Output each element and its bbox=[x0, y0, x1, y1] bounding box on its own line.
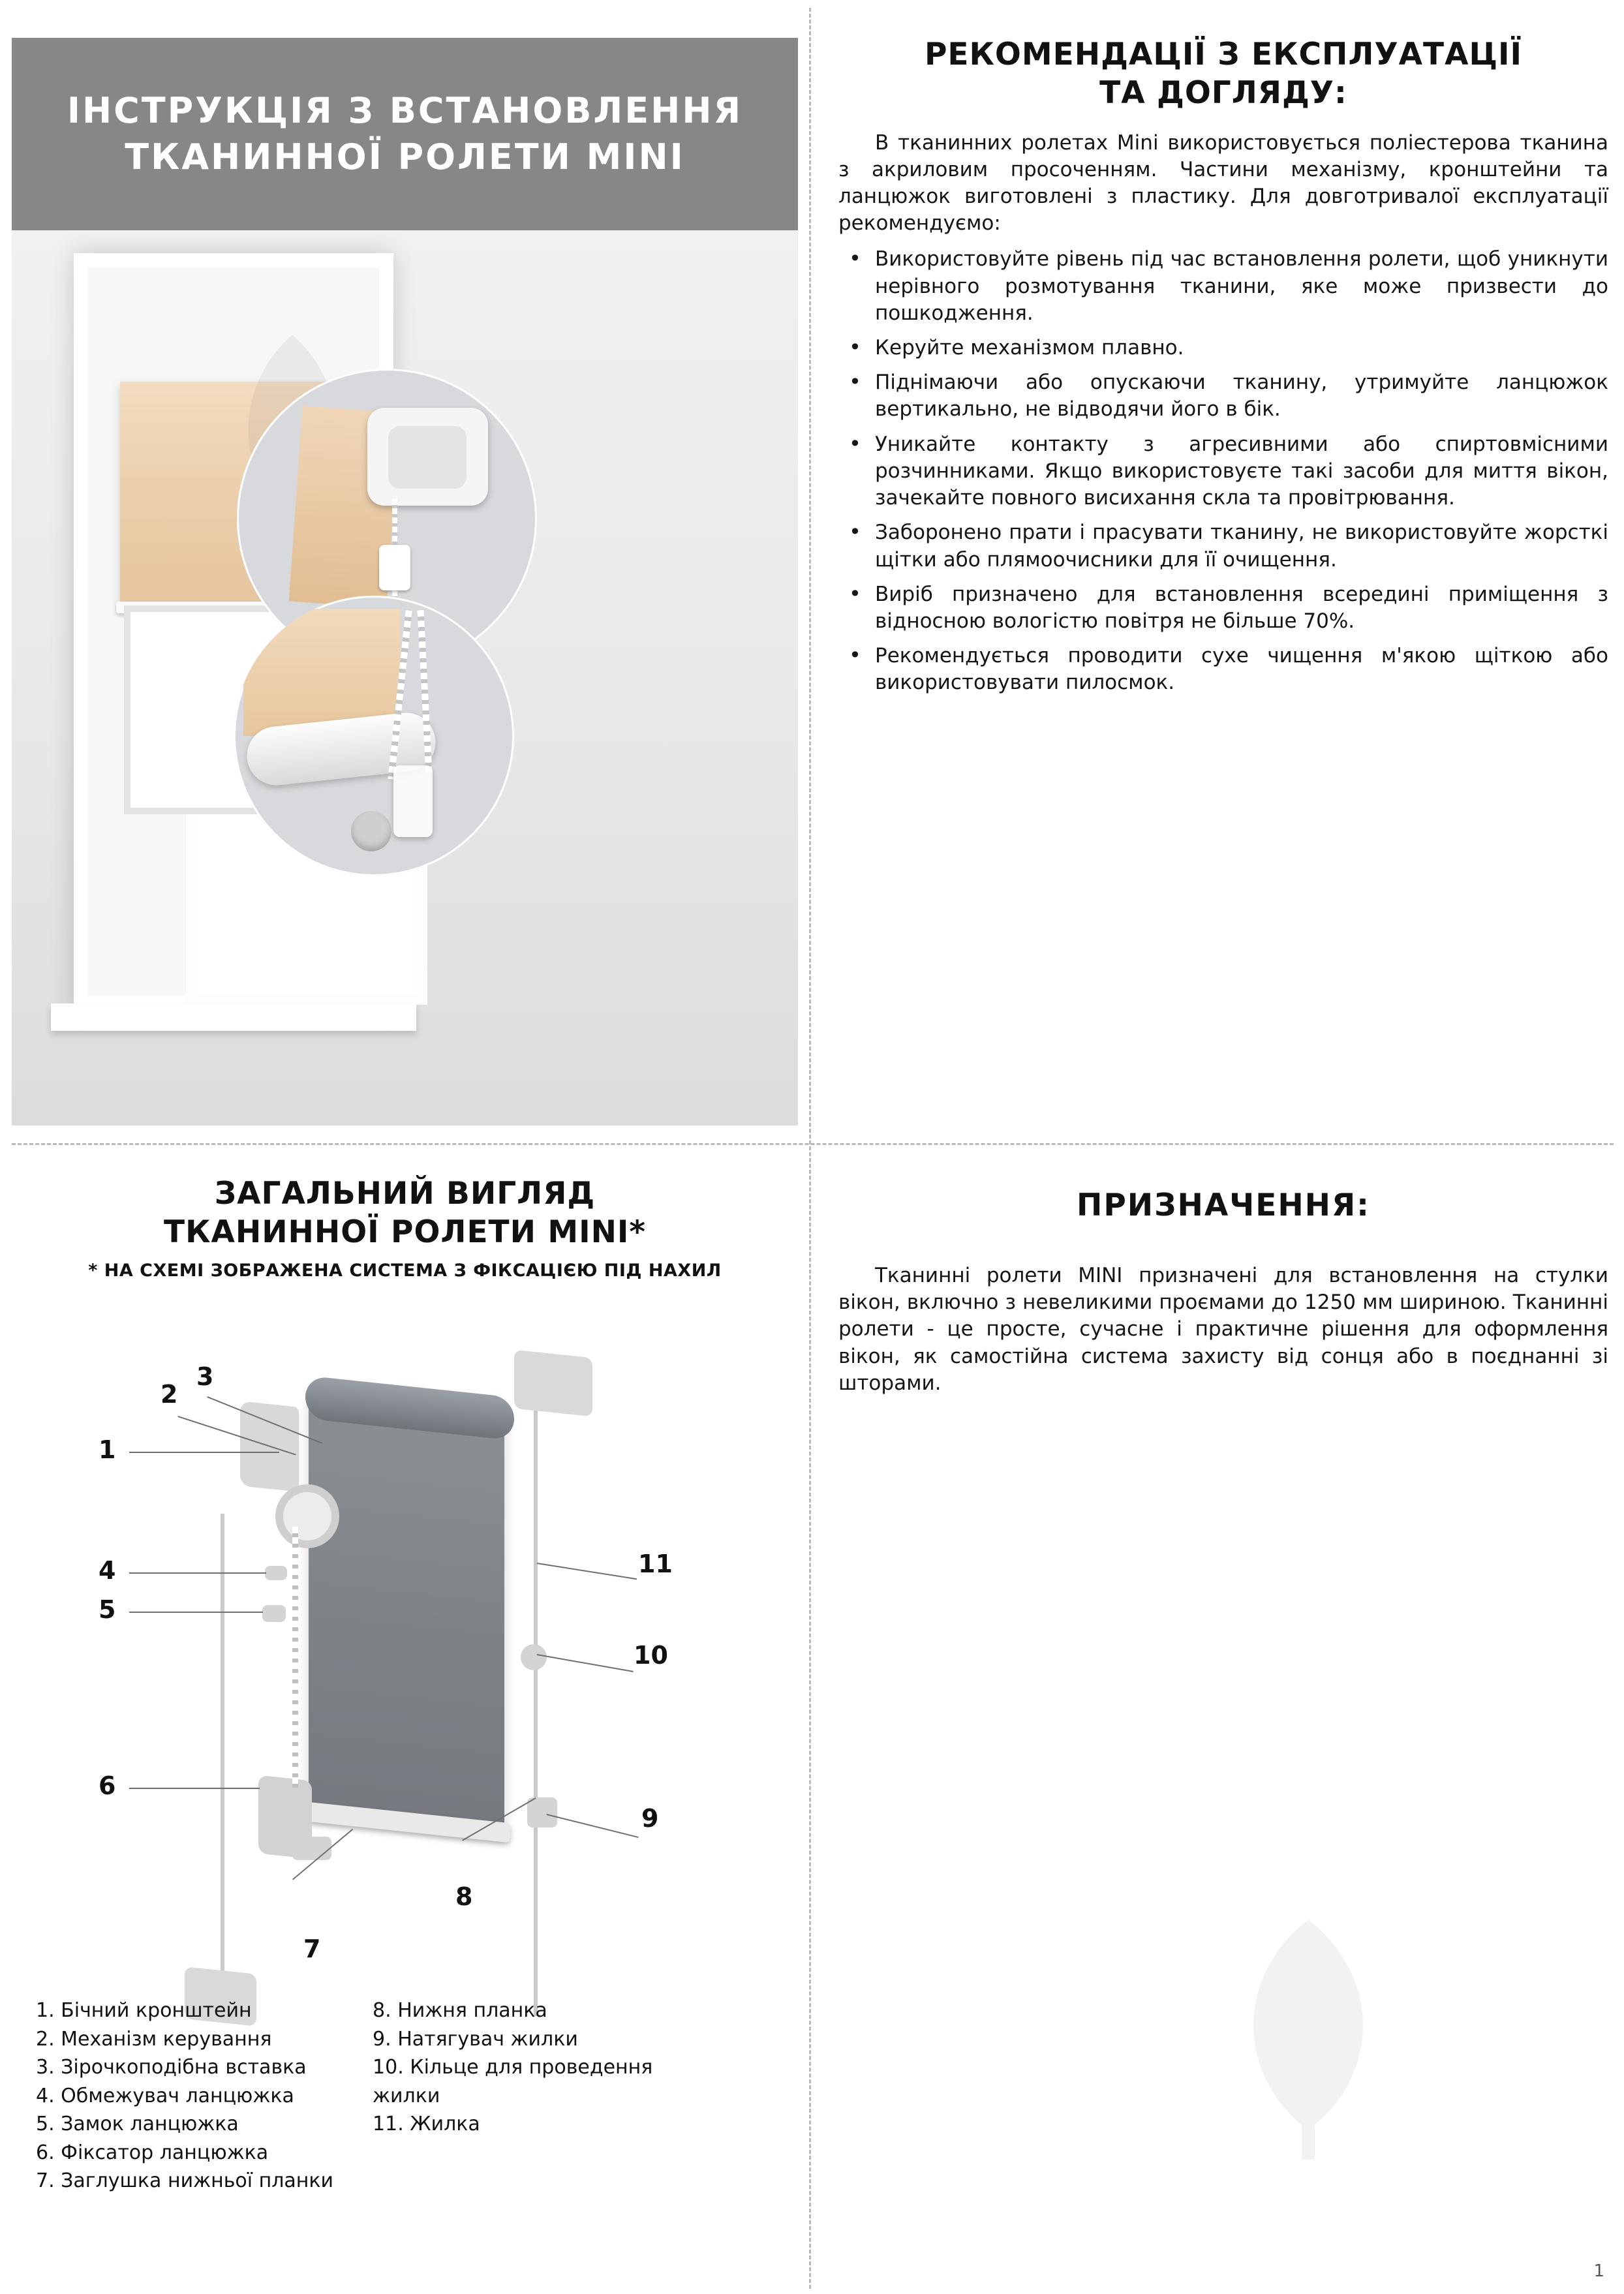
diagram-wire-left bbox=[221, 1514, 224, 2010]
callout-9: 9 bbox=[641, 1804, 659, 1833]
callout-10: 10 bbox=[634, 1641, 668, 1670]
legend-item: 11. Жилка bbox=[373, 2113, 480, 2135]
leader-line-10 bbox=[537, 1654, 634, 1672]
zoom-detail-tube bbox=[234, 596, 514, 876]
callout-1: 1 bbox=[99, 1435, 116, 1464]
purpose-paragraph: Тканинні ролети MINI призначені для встановлення на стулки вікон, включно з невеликими проємами до 1250 мм шириною. Тканинні ролети - це просте, сучасне і практичне рішення для оформлення вікон, як самостійна система захисту від сонця або в поєднанні зі шторами. bbox=[838, 1264, 1608, 1395]
callout-7: 7 bbox=[303, 1935, 321, 1963]
diagram-bottom-bar-cap bbox=[292, 1837, 331, 1860]
overview-title bbox=[12, 1174, 798, 1251]
care-bullet-item: • Заборонено прати і прасувати тканину, не використовуйте жорсткі щітки або плямоочисники для її очищення. bbox=[838, 519, 1608, 573]
care-bullet-item: • Керуйте механізмом плавно. bbox=[838, 335, 1608, 361]
leader-line-4 bbox=[129, 1572, 266, 1574]
window-sill bbox=[51, 1003, 416, 1031]
legend-item: 7. Заглушка нижньої планки bbox=[36, 2169, 334, 2192]
legend-item: 6. Фіксатор ланцюжка bbox=[36, 2141, 269, 2164]
page-number: 1 bbox=[1593, 2261, 1604, 2281]
legend-item: 1. Бічний кронштейн bbox=[36, 1999, 252, 2022]
install-instruction-header-text bbox=[67, 88, 743, 179]
legend-item: 2. Механізм керування bbox=[36, 2027, 272, 2051]
vertical-divider bbox=[809, 8, 811, 2289]
legend-item: 10. Кільце для проведення жилки bbox=[373, 2056, 653, 2107]
care-intro-paragraph: В тканинних ролетах Mini використовується поліестерова тканина з акриловим просоченням. Частини механізму, кронштейни та ланцюжок виготовлені з пластику. Для довготривалої експлуатації рекомендуємо: bbox=[838, 130, 1608, 236]
care-bullet-item: • Використовуйте рівень під час встановлення ролети, щоб уникнути нерівного розмотування тканини, яке може призвести до пошкодження. bbox=[838, 246, 1608, 327]
legend-item: 4. Обмежувач ланцюжка bbox=[36, 2084, 294, 2107]
parts-legend bbox=[36, 1996, 793, 2195]
diagram-wire-tensioner bbox=[527, 1797, 557, 1828]
callout-3: 3 bbox=[196, 1362, 214, 1391]
zoom2-chain-tensioner bbox=[393, 765, 433, 837]
overview-section-header bbox=[12, 1174, 798, 1281]
leader-line-11 bbox=[537, 1563, 637, 1580]
purpose-section bbox=[838, 1187, 1608, 1406]
callout-6: 6 bbox=[99, 1771, 116, 1800]
diagram-wire-ring bbox=[521, 1644, 547, 1670]
callout-4: 4 bbox=[99, 1556, 116, 1585]
leader-line-6 bbox=[129, 1788, 260, 1789]
care-bullet-item: • Уникайте контакту з агресивними або спиртовмісними розчинниками. Якщо використовуєте такі засоби для миття вікон, зачекайте повного висихання скла та провітрювання. bbox=[838, 431, 1608, 512]
care-recommendations-section bbox=[838, 36, 1608, 705]
care-title-line-1: РЕКОМЕНДАЦІЇ З ЕКСПЛУАТАЦІЇ bbox=[924, 37, 1523, 72]
care-bullet-item: • Виріб призначено для встановлення всередині приміщення з відносною вологістю повітря не більше 70%. bbox=[838, 581, 1608, 635]
care-title-line-2: ТА ДОГЛЯДУ: bbox=[1099, 74, 1347, 111]
diagram-control-mechanism bbox=[275, 1484, 339, 1548]
install-photo bbox=[12, 230, 798, 1125]
zoom2-chain-weight bbox=[351, 811, 391, 851]
diagram-chain bbox=[292, 1527, 298, 1788]
legend-item: 8. Нижня планка bbox=[373, 1999, 547, 2022]
care-bullet-item: • Рекомендується проводити сухе чищення м'якою щіткою або використовувати пилосмок. bbox=[838, 643, 1608, 696]
horizontal-divider bbox=[12, 1143, 1614, 1145]
zoom1-chain-clip bbox=[379, 545, 410, 590]
install-instruction-header bbox=[12, 38, 798, 230]
callout-11: 11 bbox=[638, 1550, 673, 1578]
care-bullet-list bbox=[838, 246, 1608, 696]
install-header-line-1: ІНСТРУКЦІЯ З ВСТАНОВЛЕННЯ bbox=[67, 90, 743, 132]
diagram-chain-limiter bbox=[265, 1566, 287, 1580]
legend-item: 9. Натягувач жилки bbox=[373, 2027, 578, 2051]
leader-line-9 bbox=[547, 1814, 639, 1838]
legend-item: 5. Замок ланцюжка bbox=[36, 2113, 239, 2135]
diagram-wire-right bbox=[534, 1357, 538, 2016]
care-title bbox=[838, 36, 1608, 113]
overview-subnote: * НА СХЕМІ ЗОБРАЖЕНА СИСТЕМА З ФІКСАЦІЄЮ ПІД НАХИЛ bbox=[88, 1261, 722, 1281]
leader-line-1 bbox=[129, 1452, 279, 1453]
parts-legend-column-left bbox=[36, 1996, 333, 2195]
legend-item: 3. Зірочкоподібна вставка bbox=[36, 2056, 307, 2079]
purpose-title: ПРИЗНАЧЕННЯ: bbox=[1077, 1187, 1370, 1223]
care-bullet-item: • Піднімаючи або опускаючи тканину, утримуйте ланцюжок вертикально, не відводячи його в бік. bbox=[838, 369, 1608, 423]
blind-parts-diagram bbox=[12, 1318, 798, 2010]
zoom1-bracket-inner bbox=[388, 426, 467, 489]
callout-5: 5 bbox=[99, 1595, 116, 1624]
watermark-leaf-large-icon bbox=[1204, 1912, 1413, 2173]
callout-8: 8 bbox=[455, 1882, 473, 1911]
parts-legend-column-right bbox=[373, 1996, 660, 2195]
leader-line-5 bbox=[129, 1612, 263, 1613]
callout-2: 2 bbox=[161, 1380, 178, 1409]
install-header-line-2: ТКАНИННОЇ РОЛЕТИ MINI bbox=[125, 136, 685, 177]
overview-title-line-2: ТКАНИННОЇ РОЛЕТИ MINI* bbox=[164, 1214, 646, 1251]
diagram-chain-lock bbox=[262, 1605, 286, 1622]
overview-title-line-1: ЗАГАЛЬНИЙ ВИГЛЯД bbox=[214, 1176, 596, 1212]
diagram-blind-fabric bbox=[309, 1396, 504, 1834]
diagram-wire-top-holder bbox=[514, 1350, 592, 1417]
